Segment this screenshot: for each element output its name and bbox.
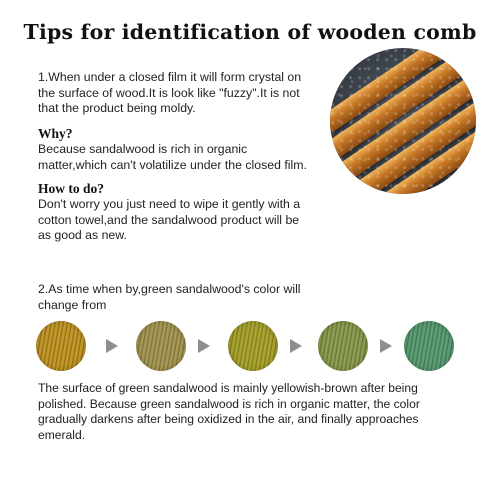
text-line: Because sandalwood is rich in organic xyxy=(38,142,248,156)
color-change-paragraph xyxy=(38,282,301,313)
sandalwood-summary-paragraph xyxy=(38,381,420,443)
text-line: matter,which can't volatilize under the closed film. xyxy=(38,157,307,172)
arrow-right-icon xyxy=(198,339,210,353)
how-to-do-heading: How to do? xyxy=(38,181,105,196)
arrow-right-icon xyxy=(380,339,392,353)
arrow-right-icon xyxy=(290,339,302,353)
why-paragraph xyxy=(38,142,307,173)
page-title: Tips for identification of wooden comb xyxy=(23,20,477,44)
text-line: as good as new. xyxy=(38,228,127,242)
color-stage-2-swatch xyxy=(136,321,186,371)
text-line: 1.When under a closed film it will form crystal on xyxy=(38,70,302,84)
text-line: polished. Because green sandalwood is rich in organic matter, the color xyxy=(38,396,420,411)
color-stage-5-swatch xyxy=(404,321,454,371)
text-line: change from xyxy=(38,297,107,312)
text-line: Don't worry you just need to wipe it gently with a xyxy=(38,197,301,211)
color-stage-1-swatch xyxy=(36,321,86,371)
why-heading: Why? xyxy=(38,126,73,141)
text-line: The surface of green sandalwood is mainly yellowish-brown after being xyxy=(38,381,418,395)
text-line: the surface of wood.It is look like "fuzzy".It is not xyxy=(38,85,300,100)
arrow-right-icon xyxy=(106,339,118,353)
text-line: cotton towel,and the sandalwood product will be xyxy=(38,212,300,227)
color-stage-3-swatch xyxy=(228,321,278,371)
comb-teeth-closeup-photo xyxy=(330,48,476,194)
text-line: that the product being moldy. xyxy=(38,101,196,115)
text-line: gradually darkens after being oxidized in the air, and finally approaches xyxy=(38,412,419,426)
text-line: emerald. xyxy=(38,427,86,442)
color-stage-4-swatch xyxy=(318,321,368,371)
film-crystal-paragraph xyxy=(38,70,301,117)
how-to-do-paragraph xyxy=(38,197,300,244)
text-line: 2.As time when by,green sandalwood's color will xyxy=(38,282,301,296)
